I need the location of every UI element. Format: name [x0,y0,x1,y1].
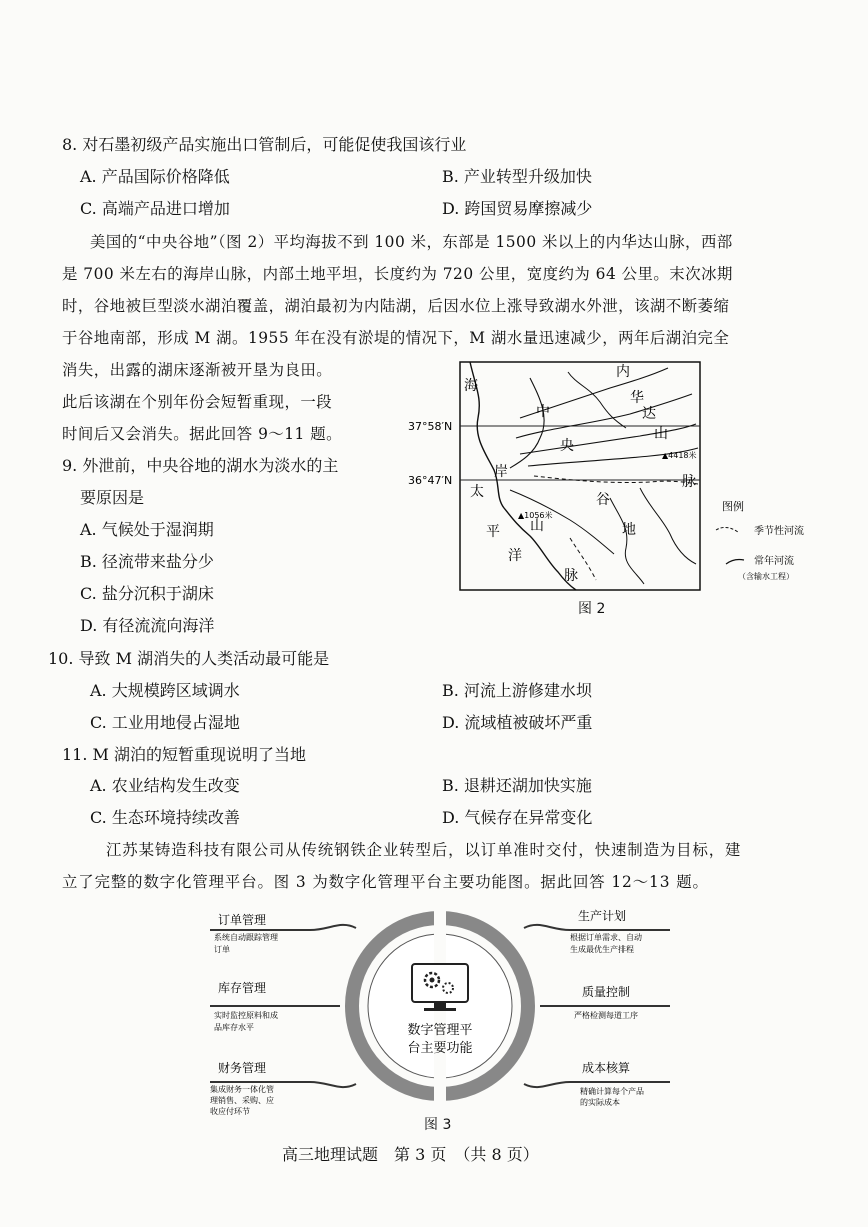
q11-stem: 11. M 湖泊的短暂重现说明了当地 [62,745,307,764]
map-label-shan: 山 [654,426,668,442]
q11-option-c: C. 生态环境持续改善 [90,808,240,827]
figure2-svg [400,358,860,618]
q9-option-a: A. 气候处于湿润期 [80,520,214,539]
map-label-gu: 谷 [596,492,610,508]
passage2-line-1: 江苏某铸造科技有限公司从传统钢铁企业转型后，以订单准时交付，快速制造为目标，建 [106,841,742,859]
production-plan-title: 生产计划 [578,909,627,923]
coastline [470,362,576,590]
map-label-shan2: 山 [530,518,544,534]
map-label-da: 达 [642,406,656,422]
lat-label-south: 36°47′N [408,474,453,487]
center-title-line-1: 数字管理平 [407,1023,473,1038]
river-6 [568,372,626,428]
map-label-zhong: 中 [536,404,550,420]
inventory-management-title: 库存管理 [218,981,267,995]
legend-seasonal-symbol [716,527,738,532]
page-footer: 高三地理试题 第 3 页 （共 8 页） [282,1145,539,1164]
legend-title: 图例 [722,500,744,513]
q9-stem-line-2: 要原因是 [80,488,145,507]
legend-perennial-label: 常年河流 [754,556,794,567]
passage1-line-4: 于谷地南部，形成 M 湖。1955 年在没有淤堤的情况下，M 湖水量迅速减少，两年后湖泊完全 [62,329,730,347]
finance-management-desc-1: 集成财务一体化管 [210,1085,274,1094]
finance-management-desc-3: 收应付环节 [210,1107,250,1116]
river-7 [610,498,644,584]
map-label-di: 地 [622,522,636,538]
cost-accounting-desc-1: 精确计算每个产品 [580,1087,644,1096]
q8-option-c: C. 高端产品进口增加 [80,199,230,218]
q8-option-b: B. 产业转型升级加快 [442,167,592,186]
legend-perennial-note: （含输水工程） [738,572,794,581]
inventory-management-desc-2: 品库存水平 [214,1023,254,1032]
q8-stem: 8. 对石墨初级产品实施出口管制后，可能促使我国该行业 [62,135,467,154]
map-label-ping: 平 [486,524,500,540]
q8-option-a: A. 产品国际价格降低 [80,167,230,186]
passage1-line-7: 时间后又会消失。据此回答 9～11 题。 [62,425,343,443]
figure2-map [400,358,860,618]
production-plan-desc-2: 生成最优生产排程 [570,945,634,954]
production-plan-desc-1: 根据订单需求、自动 [570,933,642,942]
order-management-title: 订单管理 [218,913,267,927]
map-label-hua: 华 [630,390,644,406]
passage1-line-5: 消失，出露的湖床逐渐被开垦为良田。 [62,361,333,379]
map-label-tai: 太 [470,484,484,500]
passage1-line-1: 美国的“中央谷地”（图 2）平均海拔不到 100 米，东部是 1500 米以上的内华达山脉，西部 [90,233,733,251]
q10-stem: 10. 导致 M 湖消失的人类活动最可能是 [48,649,330,668]
map-label-peak-4418: ▲4418米 [662,451,697,460]
map-label-yang: 央 [560,438,574,454]
river-8 [640,488,696,564]
quality-control-desc-1: 严格检测每道工序 [574,1011,638,1020]
q10-option-b: B. 河流上游修建水坝 [442,681,592,700]
legend-seasonal-label: 季节性河流 [754,526,804,537]
passage1-line-2: 是 700 米左右的海岸山脉，内部土地平坦，长度约为 720 公里，宽度约为 64 公里。末次冰期 [62,265,733,283]
q10-option-a: A. 大规模跨区域调水 [90,681,240,700]
map-label-nei: 内 [616,364,630,380]
figure3-svg [190,900,690,1116]
order-management-desc-2: 订单 [214,945,230,954]
q9-stem-line-1: 9. 外泄前，中央谷地的湖水为淡水的主 [62,456,339,475]
inventory-management-desc-1: 实时监控原料和成 [214,1011,278,1020]
q11-option-a: A. 农业结构发生改变 [90,776,240,795]
map-label-hai: 海 [464,378,478,394]
map-label-mai2: 脉 [564,568,578,584]
cost-accounting-desc-2: 的实际成本 [580,1098,620,1107]
passage1-line-6: 此后该湖在个别年份会短暂重现，一段 [62,393,333,411]
q11-option-d: D. 气候存在异常变化 [442,808,593,827]
cost-accounting-title: 成本核算 [582,1061,631,1075]
q8-option-d: D. 跨国贸易摩擦减少 [442,199,593,218]
center-title-line-2: 台主要功能 [407,1041,473,1056]
quality-control-title: 质量控制 [582,985,631,999]
map-label-an: 岸 [494,464,508,480]
connector-production [524,925,670,930]
map-label-mai: 脉 [682,474,696,490]
q10-option-d: D. 流域植被破坏严重 [442,713,593,732]
passage2-line-2: 立了完整的数字化管理平台。图 3 为数字化管理平台主要功能图。据此回答 12～13 题。 [62,873,709,891]
map-label-peak-1056: ▲1056米 [518,511,553,520]
legend-perennial-symbol [726,560,744,565]
q11-option-b: B. 退耕还湖加快实施 [442,776,592,795]
lat-label-north: 37°58′N [408,420,453,433]
order-management-desc-1: 系统自动跟踪管理 [214,933,278,942]
passage1-line-3: 时，谷地被巨型淡水湖泊覆盖，湖泊最初为内陆湖，后因水位上涨导致湖水外泄，该湖不断萎缩 [62,297,730,315]
q9-option-b: B. 径流带来盐分少 [80,552,214,571]
river-5 [510,378,544,468]
figure3-diagram [190,900,690,1116]
figure2-caption: 图 2 [578,601,606,617]
q10-option-c: C. 工业用地侵占湿地 [90,713,240,732]
river-3 [520,424,696,454]
finance-management-desc-2: 理销售、采购、应 [210,1096,274,1105]
figure3-caption: 图 3 [424,1117,452,1133]
q9-option-d: D. 有径流流向海洋 [80,616,215,635]
map-label-ocean: 洋 [508,548,522,564]
finance-management-title: 财务管理 [218,1061,267,1075]
q9-option-c: C. 盐分沉积于湖床 [80,584,214,603]
